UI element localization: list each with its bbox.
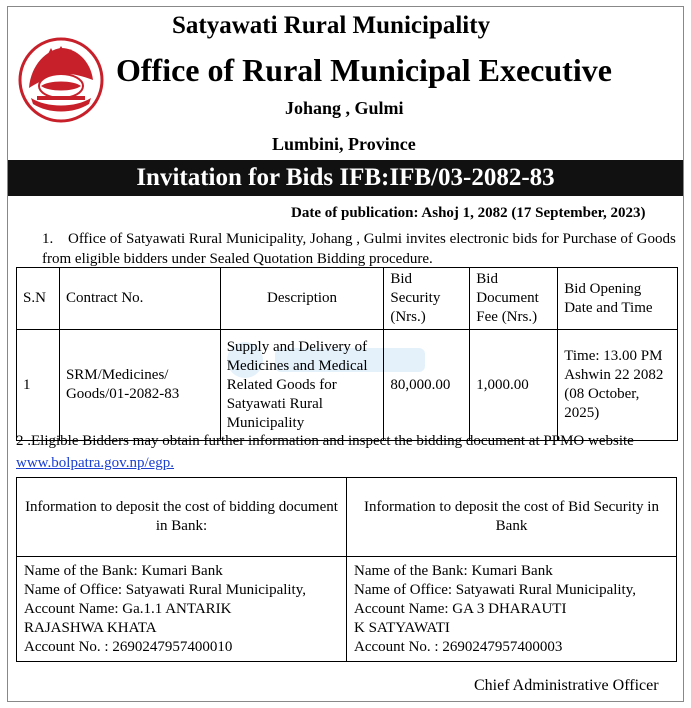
nepal-government-emblem-icon (17, 36, 105, 124)
clause-2: 2 .Eligible Bidders may obtain further information and inspect the bidding document at PPMO website (16, 433, 634, 449)
office-title: Office of Rural Municipal Executive (116, 52, 612, 88)
bank-right-details (347, 557, 677, 662)
cell-description: Supply and Delivery of Medicines and Medical Related Goods for Satyawati Rural Municipality (220, 330, 384, 441)
municipality-name: Satyawati Rural Municipality (172, 12, 491, 39)
publication-date: Date of publication: Ashoj 1, 2082 (17 September, 2023) (291, 205, 646, 221)
right-account-name: Account Name: GA 3 DHARAUTI (354, 600, 567, 617)
cell-doc-fee: 1,000.00 (470, 330, 558, 441)
left-account-name-cont: RAJASHWA KHATA (24, 619, 157, 636)
header-opening: Bid Opening Date and Time (558, 268, 678, 330)
cell-opening: Time: 13.00 PM Ashwin 22 2082 (08 October, 2025) (558, 330, 678, 441)
left-account-no: Account No. : 2690247957400010 (24, 638, 233, 655)
ppmo-link[interactable]: www.bolpatra.gov.np/egp. (16, 455, 175, 471)
left-office-name: Name of Office: Satyawati Rural Municipality, (24, 581, 307, 598)
clause-1 (42, 229, 680, 269)
bid-table-header-row (17, 268, 678, 330)
cell-contract-no: SRM/Medicines/ Goods/01-2082-83 (59, 330, 220, 441)
clause-1-text: Office of Satyawati Rural Municipality, Johang , Gulmi invites electronic bids for Purchase of Goods from eligible bidders under Sealed Quotation Bidding procedure. (42, 231, 676, 267)
cell-sn: 1 (17, 330, 60, 441)
right-bank-name: Name of the Bank: Kumari Bank (354, 562, 553, 579)
header-sn: S.N (17, 268, 60, 330)
right-account-name-cont: K SATYAWATI (354, 619, 450, 636)
left-bank-name: Name of the Bank: Kumari Bank (24, 562, 223, 579)
right-account-no: Account No. : 2690247957400003 (354, 638, 563, 655)
right-office-name: Name of Office: Satyawati Rural Municipality, (354, 581, 637, 598)
header-doc-fee: Bid Document Fee (Nrs.) (470, 268, 558, 330)
bank-info-table (16, 477, 677, 662)
bank-left-details (17, 557, 347, 662)
ifb-banner: Invitation for Bids IFB:IFB/03-2082-83 (8, 160, 683, 196)
bank-left-header: Information to deposit the cost of bidding document in Bank: (17, 478, 347, 557)
clause-1-number: 1. (42, 231, 54, 247)
bank-table-header-row (17, 478, 677, 557)
bank-right-header: Information to deposit the cost of Bid Security in Bank (347, 478, 677, 557)
table-row (17, 557, 677, 662)
cell-bid-security: 80,000.00 (384, 330, 470, 441)
header-contract-no: Contract No. (59, 268, 220, 330)
left-account-name: Account Name: Ga.1.1 ANTARIK (24, 600, 232, 617)
address-line-1: Johang , Gulmi (285, 98, 404, 118)
table-row (17, 330, 678, 441)
address-line-2: Lumbini, Province (272, 134, 416, 154)
header-bid-security: Bid Security (Nrs.) (384, 268, 470, 330)
signatory: Chief Administrative Officer (474, 677, 659, 694)
bid-table (16, 267, 678, 441)
header-description: Description (220, 268, 384, 330)
